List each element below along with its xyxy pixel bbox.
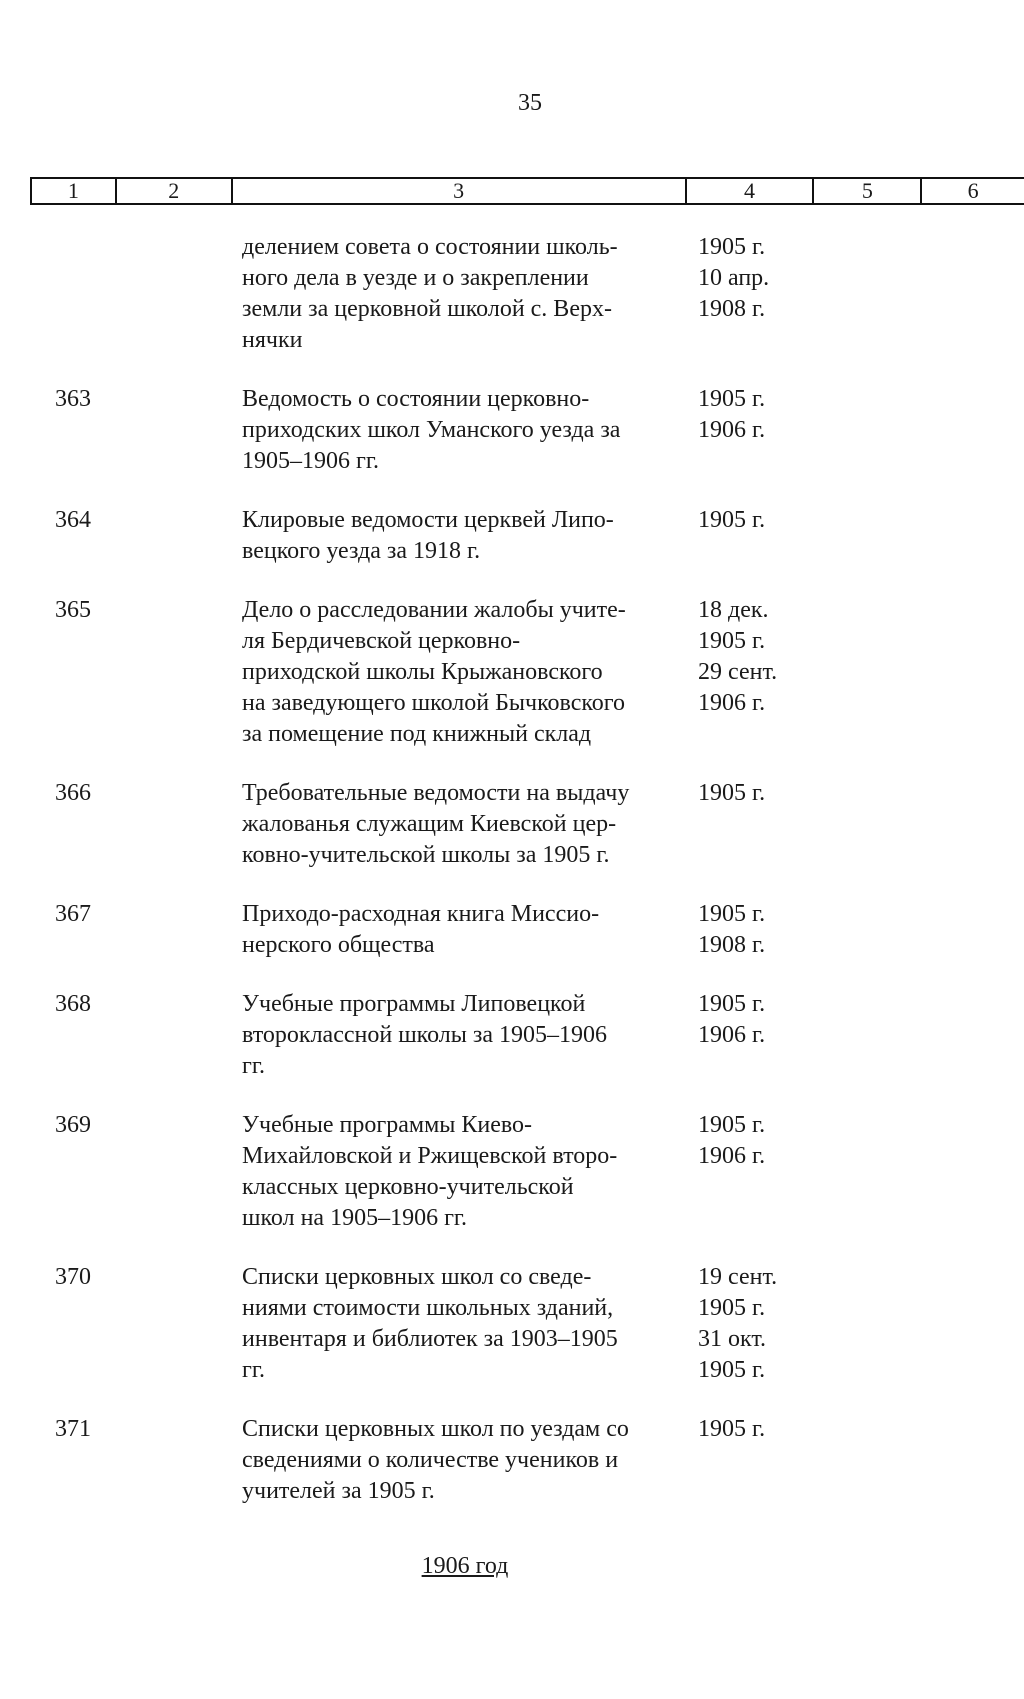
record-number: 366 <box>55 780 91 806</box>
record-date-line: 1906 г. <box>698 690 766 716</box>
record-dates <box>698 1262 818 1386</box>
record-title-line: ного дела в уезде и о закреплении <box>242 265 589 291</box>
record-date-line: 1908 г. <box>698 296 766 322</box>
record-title-line: гг. <box>242 1053 265 1079</box>
record-title-line: Ведомость о состоянии церковно- <box>242 386 590 412</box>
record-title <box>242 1110 687 1234</box>
record-entry <box>0 505 1024 567</box>
record-dates <box>698 989 818 1051</box>
record-title-line: земли за церковной школой с. Верх- <box>242 296 612 322</box>
record-entry <box>0 384 1024 477</box>
record-entry <box>0 595 1024 750</box>
record-date-line: 18 дек. <box>698 597 769 623</box>
record-date-line: 1905 г. <box>698 1295 766 1321</box>
record-title-line: Приходо-расходная книга Миссио- <box>242 901 600 927</box>
record-date-line: 1905 г. <box>698 507 766 533</box>
record-title-line: жалованья служащим Киевской цер- <box>242 811 617 837</box>
record-date-line: 1905 г. <box>698 780 766 806</box>
record-number: 367 <box>55 901 91 927</box>
record-title-line: 1905–1906 гг. <box>242 448 379 474</box>
record-title-line: приходских школ Уманского уезда за <box>242 417 621 443</box>
column-header-4: 4 <box>687 179 815 203</box>
column-header-2: 2 <box>117 179 233 203</box>
record-date-line: 1908 г. <box>698 932 766 958</box>
record-title <box>242 989 687 1082</box>
record-entry <box>0 899 1024 961</box>
record-title-line: инвентаря и библиотек за 1903–1905 <box>242 1326 618 1352</box>
record-date-line: 31 окт. <box>698 1326 767 1352</box>
page-number: 35 <box>518 90 542 116</box>
record-entry <box>0 1414 1024 1507</box>
record-date-line: 1906 г. <box>698 1022 766 1048</box>
record-dates <box>698 1414 818 1445</box>
record-title-line: ковно-учительской школы за 1905 г. <box>242 842 610 868</box>
record-date-line: 1905 г. <box>698 901 766 927</box>
record-title-line: ля Бердичевской церковно- <box>242 628 521 654</box>
record-title-line: Требовательные ведомости на выдачу <box>242 780 630 806</box>
record-title <box>242 232 687 356</box>
record-dates <box>698 505 818 536</box>
column-header-5: 5 <box>814 179 922 203</box>
record-title-line: ниями стоимости школьных зданий, <box>242 1295 614 1321</box>
record-title <box>242 1262 687 1386</box>
column-header-1: 1 <box>32 179 117 203</box>
record-number: 365 <box>55 597 91 623</box>
record-number: 363 <box>55 386 91 412</box>
record-title-line: Списки церковных школ по уездам со <box>242 1416 629 1442</box>
record-title-line: нерского общества <box>242 932 435 958</box>
record-title-line: на заведующего школой Бычковского <box>242 690 626 716</box>
column-header-3: 3 <box>233 179 687 203</box>
column-header-6: 6 <box>967 178 979 203</box>
record-dates <box>698 1110 818 1172</box>
record-date-line: 1905 г. <box>698 1357 766 1383</box>
record-dates <box>698 778 818 809</box>
record-title-line: вецкого уезда за 1918 г. <box>242 538 481 564</box>
column-header-row <box>30 177 1024 205</box>
record-number: 368 <box>55 991 91 1017</box>
record-date-line: 1905 г. <box>698 1112 766 1138</box>
records-list <box>0 232 1024 1535</box>
record-dates <box>698 384 818 446</box>
record-entry <box>0 232 1024 356</box>
record-title-line: Дело о расследовании жалобы учите- <box>242 597 626 623</box>
record-date-line: 1905 г. <box>698 628 766 654</box>
record-entry <box>0 778 1024 871</box>
record-date-line: 1905 г. <box>698 234 766 260</box>
record-title-line: Михайловской и Ржищевской второ- <box>242 1143 618 1169</box>
record-title-line: гг. <box>242 1357 265 1383</box>
record-title-line: сведениями о количестве учеников и <box>242 1447 619 1473</box>
record-date-line: 19 сент. <box>698 1264 778 1290</box>
record-title-line: Списки церковных школ со сведе- <box>242 1264 592 1290</box>
record-title-line: Клировые ведомости церквей Липо- <box>242 507 614 533</box>
record-title-line: Учебные программы Липовецкой <box>242 991 586 1017</box>
record-title <box>242 384 687 477</box>
record-entry <box>0 1262 1024 1386</box>
record-title <box>242 505 687 567</box>
record-title-line: Учебные программы Киево- <box>242 1112 533 1138</box>
record-title <box>242 1414 687 1507</box>
record-title-line: учителей за 1905 г. <box>242 1478 435 1504</box>
record-date-line: 1905 г. <box>698 991 766 1017</box>
record-title-line: нячки <box>242 327 303 353</box>
record-title-line: приходской школы Крыжановского <box>242 659 603 685</box>
record-date-line: 29 сент. <box>698 659 778 685</box>
record-date-line: 1906 г. <box>698 417 766 443</box>
record-number: 369 <box>55 1112 91 1138</box>
record-title <box>242 899 687 961</box>
record-title-line: второклассной школы за 1905–1906 <box>242 1022 608 1048</box>
record-title-line: классных церковно-учительской <box>242 1174 574 1200</box>
section-heading-year: 1906 год <box>421 1553 509 1579</box>
record-date-line: 1905 г. <box>698 1416 766 1442</box>
record-title-line: делением совета о состоянии школь- <box>242 234 618 260</box>
record-title-line: школ на 1905–1906 гг. <box>242 1205 468 1231</box>
record-dates <box>698 232 818 325</box>
record-title-line: за помещение под книжный склад <box>242 721 592 747</box>
record-dates <box>698 899 818 961</box>
record-number: 370 <box>55 1264 91 1290</box>
record-dates <box>698 595 818 719</box>
record-number: 371 <box>55 1416 91 1442</box>
record-date-line: 10 апр. <box>698 265 770 291</box>
record-entry <box>0 1110 1024 1234</box>
record-entry <box>0 989 1024 1082</box>
record-title <box>242 778 687 871</box>
record-date-line: 1906 г. <box>698 1143 766 1169</box>
record-date-line: 1905 г. <box>698 386 766 412</box>
record-title <box>242 595 687 750</box>
record-number: 364 <box>55 507 91 533</box>
